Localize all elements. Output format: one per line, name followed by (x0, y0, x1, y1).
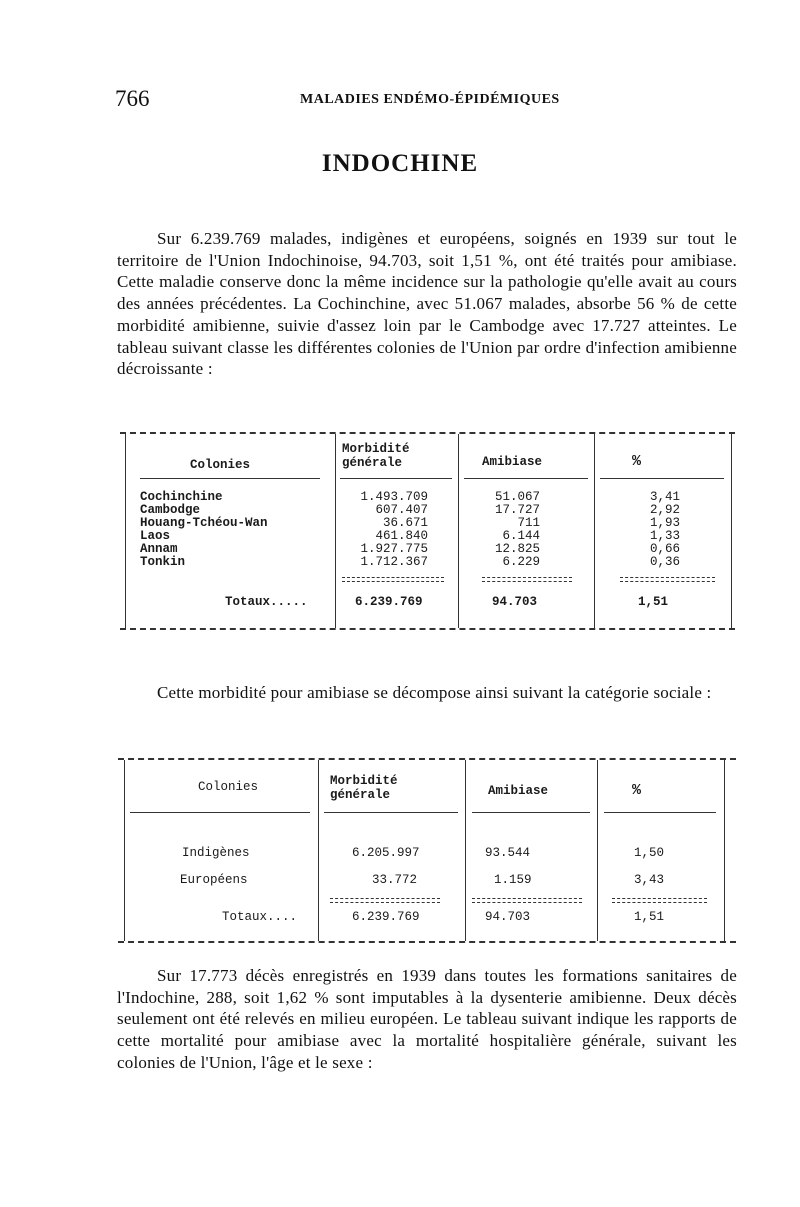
table-cell: 36.671 (382, 516, 428, 530)
total-label: Totaux.... (222, 910, 298, 924)
table-right-border (731, 434, 732, 628)
table-cell: 0,36 (649, 555, 680, 569)
total-morbidite: 6.239.769 (352, 910, 420, 924)
column-divider (318, 760, 319, 941)
table-cell: 33.772 (372, 873, 418, 887)
page-number: 766 (115, 86, 150, 111)
total-label: Totaux..... (225, 595, 308, 609)
total-pct: 1,51 (634, 910, 665, 924)
table-cell: 93.544 (485, 846, 531, 860)
total-pct: 1,51 (638, 595, 669, 609)
table-top-border (120, 432, 735, 434)
total-amibiase: 94.703 (492, 595, 538, 609)
column-morbidite-values (340, 491, 428, 569)
column-divider (335, 434, 336, 628)
table-cell: 6.144 (502, 529, 540, 543)
total-separator (612, 898, 707, 903)
table-cell: 1.159 (494, 873, 532, 887)
total-separator (330, 898, 440, 903)
total-morbidite: 6.239.769 (355, 595, 423, 609)
column-divider (458, 434, 459, 628)
paragraph-intro: Sur 6.239.769 malades, indigènes et européens, soignés en 1939 sur tout le territoire de l'Union Indochinoise, 94.703, soit 1,51 %, ont été traités pour amibiase. Cette maladie conserve donc la même incidence sur la pathologie qu'elle avait au cours des années précédentes. La Cochinchine, avec 51.067 malades, absorbe 56 % de cette morbidité amibienne, suivie d'assez loin par le Cambodge avec 17.727 atteintes. Le tableau suivant classe les différentes colonies de l'Union par ordre d'infection amibienne décroissante : (117, 229, 737, 379)
section-title: INDOCHINE (321, 150, 479, 177)
row-labels (140, 491, 268, 569)
table-bottom-border (120, 628, 735, 630)
table-cell: 1,33 (649, 529, 680, 543)
header-underline (604, 812, 716, 813)
total-separator (482, 577, 572, 582)
header-underline (600, 478, 724, 479)
table-cell: 607.407 (375, 503, 428, 517)
running-title: MALADIES ENDÉMO-ÉPIDÉMIQUES (300, 92, 560, 107)
column-header-colonies: Colonies (190, 458, 251, 472)
header-underline (140, 478, 320, 479)
table-row-label: Européens (180, 873, 248, 887)
column-header-colonies: Colonies (198, 780, 259, 794)
table-cell: 17.727 (494, 503, 540, 517)
table-cell: 711 (517, 516, 540, 530)
table-cell: 1,93 (649, 516, 680, 530)
table-cell: 2,92 (649, 503, 680, 517)
table-cell: 0,66 (649, 542, 680, 556)
table-cell: 1,50 (634, 846, 665, 860)
column-header-morbidite: Morbidité (342, 442, 410, 456)
column-header-pct: % (632, 782, 642, 799)
column-divider (594, 434, 595, 628)
table-row-label: Cambodge (140, 503, 201, 517)
table-row-label: Cochinchine (140, 490, 223, 504)
paragraph-social-category: Cette morbidité pour amibiase se décompose ainsi suivant la catégorie sociale : (157, 683, 712, 702)
total-separator (472, 898, 582, 903)
header-underline (464, 478, 588, 479)
table-cell: 1.712.367 (360, 555, 428, 569)
column-header-morbidite: Morbidité (330, 774, 398, 788)
table-row-label: Houang-Tchéou-Wan (140, 516, 268, 530)
table-row-label: Tonkin (140, 555, 186, 569)
column-header-morbidite-line2: générale (342, 456, 403, 470)
table-cell: 1.493.709 (360, 490, 428, 504)
table-bottom-border (118, 941, 736, 943)
table-top-border (118, 758, 736, 760)
column-divider (597, 760, 598, 941)
paragraph-mortality: Sur 17.773 décès enregistrés en 1939 dans toutes les formations sanitaires de l'Indochine, 288, soit 1,62 % sont imputables à la dysenterie amibienne. Deux décès seulement ont été relevés en milieu européen. Le tableau suivant indique les rapports de cette mortalité pour amibiase avec la mortalité hospitalière générale, suivant les colonies de l'Union, l'âge et le sexe : (117, 966, 737, 1072)
column-header-amibiase: Amibiase (482, 455, 543, 469)
table-cell: 51.067 (494, 490, 540, 504)
column-header-amibiase: Amibiase (488, 784, 549, 798)
table-left-border (124, 760, 125, 941)
column-amibiase-values (470, 491, 540, 569)
table-cell: 6.205.997 (352, 846, 420, 860)
table-right-border (724, 760, 725, 941)
header-underline (340, 478, 452, 479)
column-divider (465, 760, 466, 941)
table-cell: 6.229 (502, 555, 540, 569)
total-separator (620, 577, 715, 582)
table-row-label: Annam (140, 542, 178, 556)
header-underline (130, 812, 310, 813)
header-underline (324, 812, 458, 813)
header-underline (472, 812, 590, 813)
table-cell: 1.927.775 (360, 542, 428, 556)
table-row-label: Laos (140, 529, 171, 543)
table-row-label: Indigènes (182, 846, 250, 860)
column-pct-values (610, 491, 680, 569)
column-header-pct: % (632, 453, 642, 470)
column-header-morbidite-line2: générale (330, 788, 391, 802)
table-cell: 3,43 (634, 873, 665, 887)
table-cell: 12.825 (494, 542, 540, 556)
table-left-border (125, 434, 126, 628)
table-cell: 461.840 (375, 529, 428, 543)
total-separator (342, 577, 444, 582)
table-cell: 3,41 (649, 490, 680, 504)
total-amibiase: 94.703 (485, 910, 531, 924)
